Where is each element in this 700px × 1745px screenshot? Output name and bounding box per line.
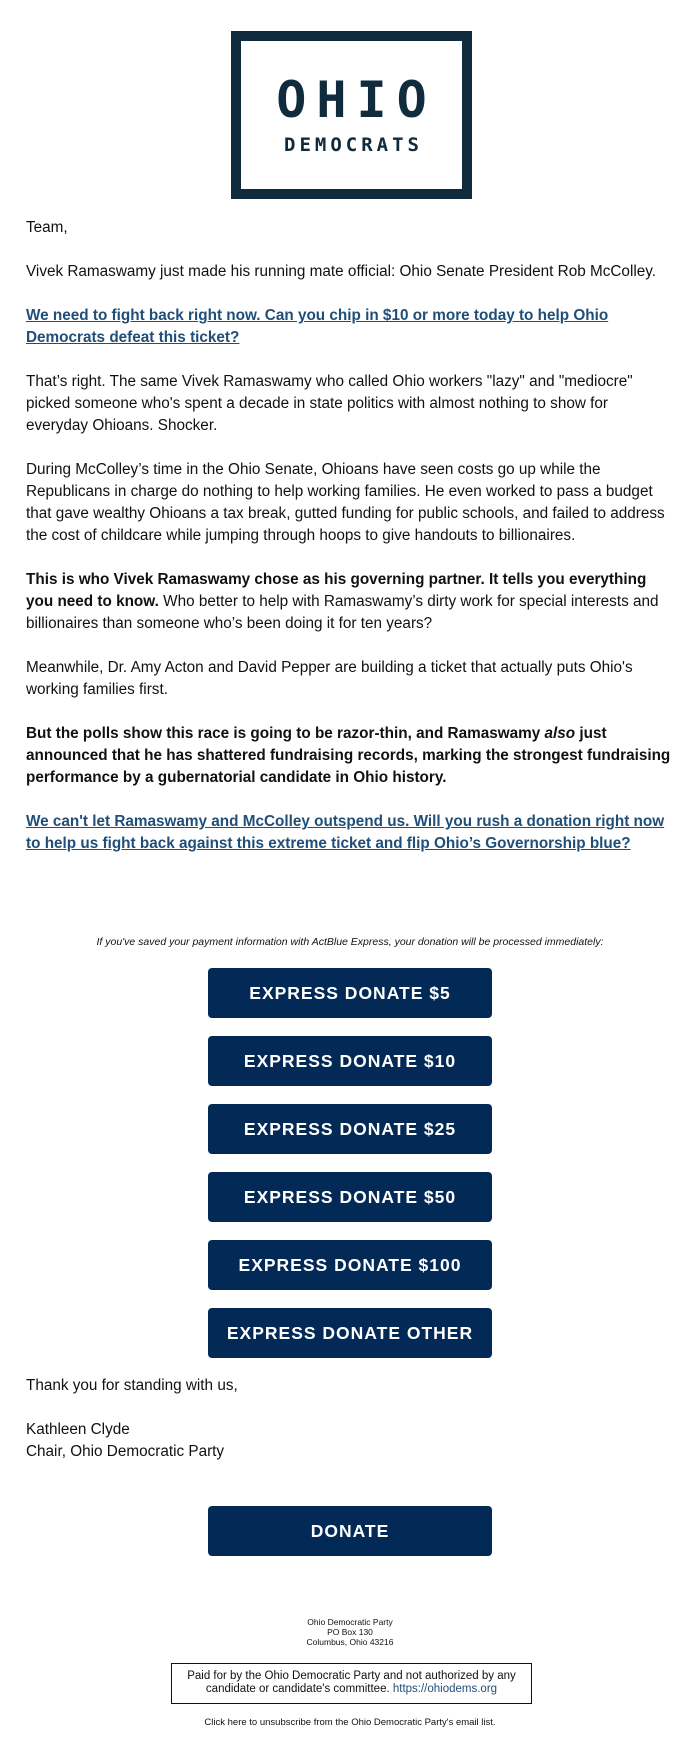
donate-link-2[interactable]: We can't let Ramaswamy and McColley outspend us. Will you rush a donation right now to help us fight back against this extreme ticket and flip Ohio’s Governorship blue? (26, 813, 665, 852)
paid-for-disclaimer (171, 1663, 532, 1704)
signoff-title: Chair, Ohio Democratic Party (26, 1443, 225, 1460)
ohio-democrats-logo[interactable] (231, 31, 472, 199)
mailing-address (0, 1617, 700, 1647)
express-donate-25-button[interactable]: EXPRESS DONATE $25 (208, 1104, 492, 1154)
address-line: Columbus, Ohio 43216 (306, 1637, 394, 1647)
express-donate-100-button[interactable]: EXPRESS DONATE $100 (208, 1240, 492, 1290)
express-donate-10-button[interactable]: EXPRESS DONATE $10 (208, 1036, 492, 1086)
greeting: Team, (26, 219, 68, 236)
paragraph-intro: Vivek Ramaswamy just made his running mate official: Ohio Senate President Rob McColley. (26, 263, 657, 280)
text: But the polls show this race is going to be razor-thin, and Ramaswamy (26, 725, 545, 742)
text: just announced that he has shattered fundraising records, marking the strongest fundraising performance by a gubernatorial candidate in Ohio history. (26, 725, 671, 786)
disclaimer-text: Paid for by the Ohio Democratic Party and not authorized by any candidate or candidate's committee. (187, 1670, 516, 1695)
logo-text-democrats: DEMOCRATS (284, 134, 423, 156)
email-body (26, 217, 671, 877)
donate-link-1[interactable]: We need to fight back right now. Can you chip in $10 or more today to help Ohio Democrats defeat this ticket? (26, 307, 609, 346)
express-note: If you've saved your payment information with ActBlue Express, your donation will be processed immediately: (96, 936, 604, 948)
signoff-name: Kathleen Clyde (26, 1421, 130, 1438)
express-donate-50-button[interactable]: EXPRESS DONATE $50 (208, 1172, 492, 1222)
emphasis: also (544, 725, 576, 742)
signoff-thanks: Thank you for standing with us, (26, 1377, 238, 1394)
paragraph-polls (26, 723, 671, 789)
paragraph-governing-partner (26, 569, 671, 635)
paragraph-acton-pepper: Meanwhile, Dr. Amy Acton and David Pepper are building a ticket that actually puts Ohio's working families first. (26, 659, 633, 698)
bold-text: This is who Vivek Ramaswamy chose as his governing partner. It tells you everything you need to know. (26, 571, 647, 610)
paragraph-thats-right: That’s right. The same Vivek Ramaswamy who called Ohio workers "lazy" and "mediocre" picked someone who's spent a decade in state politics with almost nothing to show for everyday Ohioans. Shocker. (26, 373, 633, 434)
address-line: PO Box 130 (327, 1627, 373, 1637)
text: Who better to help with Ramaswamy’s dirty work for special interests and billionaires than someone who’s been doing it for ten years? (26, 593, 659, 632)
address-line: Ohio Democratic Party (307, 1617, 393, 1627)
unsubscribe-link[interactable]: Click here to unsubscribe from the Ohio Democratic Party's email list. (204, 1717, 496, 1728)
donate-button[interactable]: DONATE (208, 1506, 492, 1556)
express-donate-5-button[interactable]: EXPRESS DONATE $5 (208, 968, 492, 1018)
logo-text-ohio: OHIO (276, 71, 437, 129)
ohiodems-link[interactable]: https://ohiodems.org (392, 1683, 498, 1695)
express-donate-other-button[interactable]: EXPRESS DONATE OTHER (208, 1308, 492, 1358)
paragraph-mccolley-record: During McColley’s time in the Ohio Senate, Ohioans have seen costs go up while the Republicans in charge do nothing to help working families. He even worked to pass a budget that gave wealthy Ohioans a tax break, gutted funding for public schools, and failed to address the cost of childcare while jumping through hoops to give handouts to billionaires. (26, 461, 665, 544)
